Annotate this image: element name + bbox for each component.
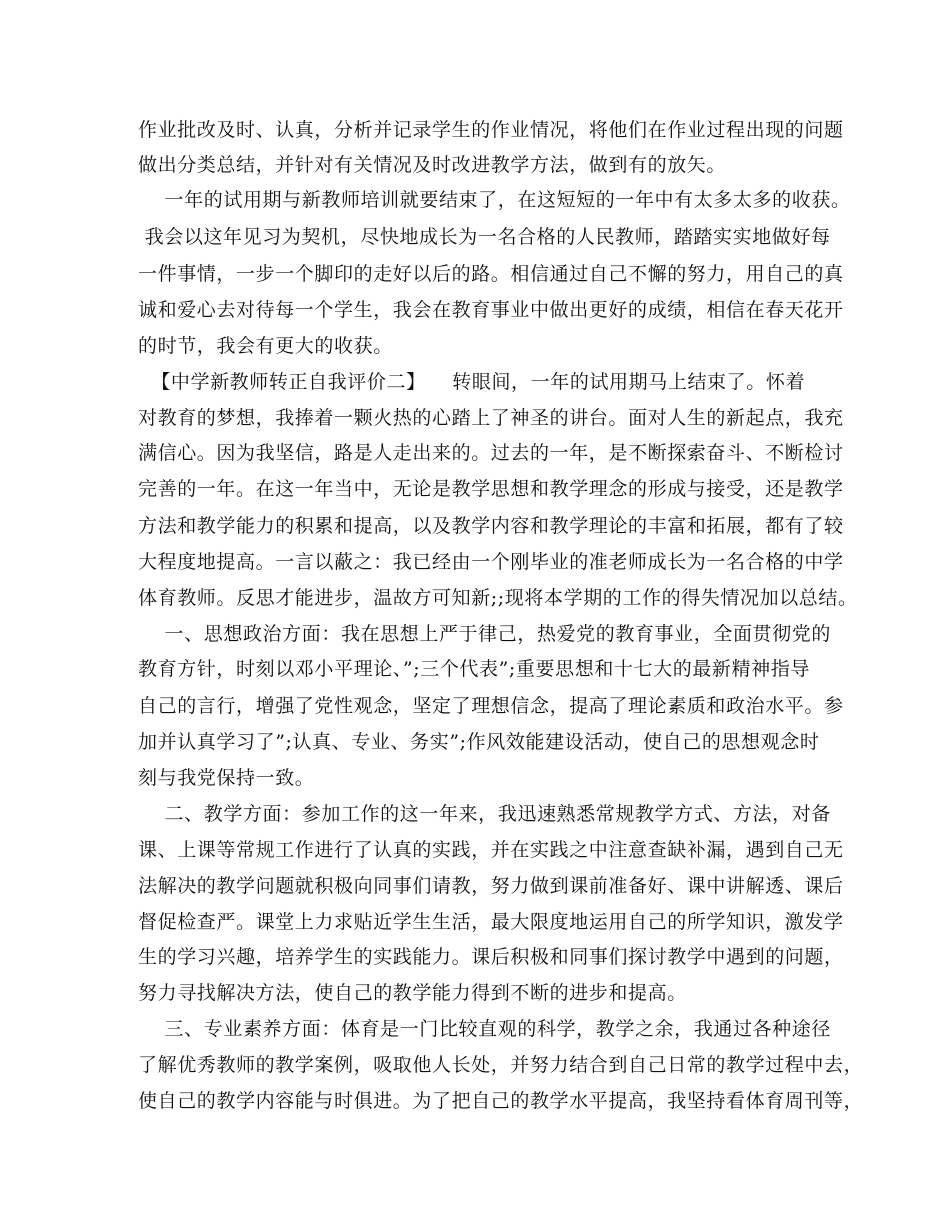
text-line: 生的学习兴趣，培养学生的实践能力。课后积极和同事们探讨教学中遇到的问题， xyxy=(138,946,844,968)
text-line: 诚和爱心去对待每一个学生，我会在教育事业中做出更好的成绩，相信在春天花开 xyxy=(138,299,844,321)
text-line: 教育方针，时刻以邓小平理论、”;三个代表”;重要思想和十七大的最新精神指导 xyxy=(138,658,810,680)
text-line: 方法和教学能力的积累和提高，以及教学内容和教学理论的丰富和拓展，都有了较 xyxy=(138,515,844,537)
text-line: 使自己的教学内容能与时俱进。为了把自己的教学水平提高，我坚持看体育周刊等， xyxy=(138,1090,864,1112)
text-line: 课、上课等常规工作进行了认真的实践，并在实践之中注意查缺补漏，遇到自己无 xyxy=(138,839,844,861)
text-line: 加并认真学习了”;认真、专业、务实”;作风效能建设活动，使自己的思想观念时 xyxy=(138,731,820,753)
text-line: 大程度地提高。一言以蔽之：我已经由一个刚毕业的准老师成长为一名合格的中学 xyxy=(138,551,844,573)
text-line: 二、教学方面：参加工作的这一年来，我迅速熟悉常规教学方式、方法，对备 xyxy=(138,803,831,825)
text-line: 完善的一年。在这一年当中，无论是教学思想和教学理念的形成与接受，还是教学 xyxy=(138,478,844,500)
text-line: 我会以这年见习为契机，尽快地成长为一名合格的人民教师，踏踏实实地做好每 xyxy=(138,226,831,248)
text-line: 自己的言行，增强了党性观念，坚定了理想信念，提高了理论素质和政治水平。参 xyxy=(138,695,844,717)
text-line: 三、专业素养方面：体育是一门比较直观的科学，教学之余，我通过各种途径 xyxy=(138,1018,831,1040)
text-line: 体育教师。反思才能进步，温故方可知新;;现将本学期的工作的得失情况加以总结。 xyxy=(138,587,858,609)
text-line: 的时节，我会有更大的收获。 xyxy=(138,335,393,357)
section-heading-line: 【中学新教师转正自我评价二】 转眼间，一年的试用期马上结束了。怀着 xyxy=(138,371,806,393)
text-line: 作业批改及时、认真，分析并记录学生的作业情况，将他们在作业过程出现的问题 xyxy=(138,119,844,141)
text-line: 满信心。因为我坚信，路是人走出来的。过去的一年，是不断探索奋斗、不断检讨 xyxy=(138,442,844,464)
text-line: 刻与我党保持一致。 xyxy=(138,767,315,789)
text-line: 做出分类总结，并针对有关情况及时改进教学方法，做到有的放矢。 xyxy=(138,154,727,176)
text-line: 一、思想政治方面：我在思想上严于律己，热爱党的教育事业，全面贯彻党的 xyxy=(138,623,831,645)
text-line: 对教育的梦想，我捧着一颗火热的心踏上了神圣的讲台。面对人生的新起点，我充 xyxy=(138,407,844,429)
text-line: 一件事情，一步一个脚印的走好以后的路。相信通过自己不懈的努力，用自己的真 xyxy=(138,263,844,285)
text-line: 努力寻找解决方法，使自己的教学能力得到不断的进步和提高。 xyxy=(138,982,687,1004)
text-line: 了解优秀教师的教学案例，吸取他人长处，并努力结合到自己日常的教学过程中去， xyxy=(138,1054,864,1076)
text-line: 法解决的教学问题就积极向同事们请教，努力做到课前准备好、课中讲解透、课后 xyxy=(138,875,844,897)
text-line: 一年的试用期与新教师培训就要结束了，在这短短的一年中有太多太多的收获。 xyxy=(138,189,851,211)
text-line: 督促检查严。课堂上力求贴近学生生活，最大限度地运用自己的所学知识，激发学 xyxy=(138,911,844,933)
